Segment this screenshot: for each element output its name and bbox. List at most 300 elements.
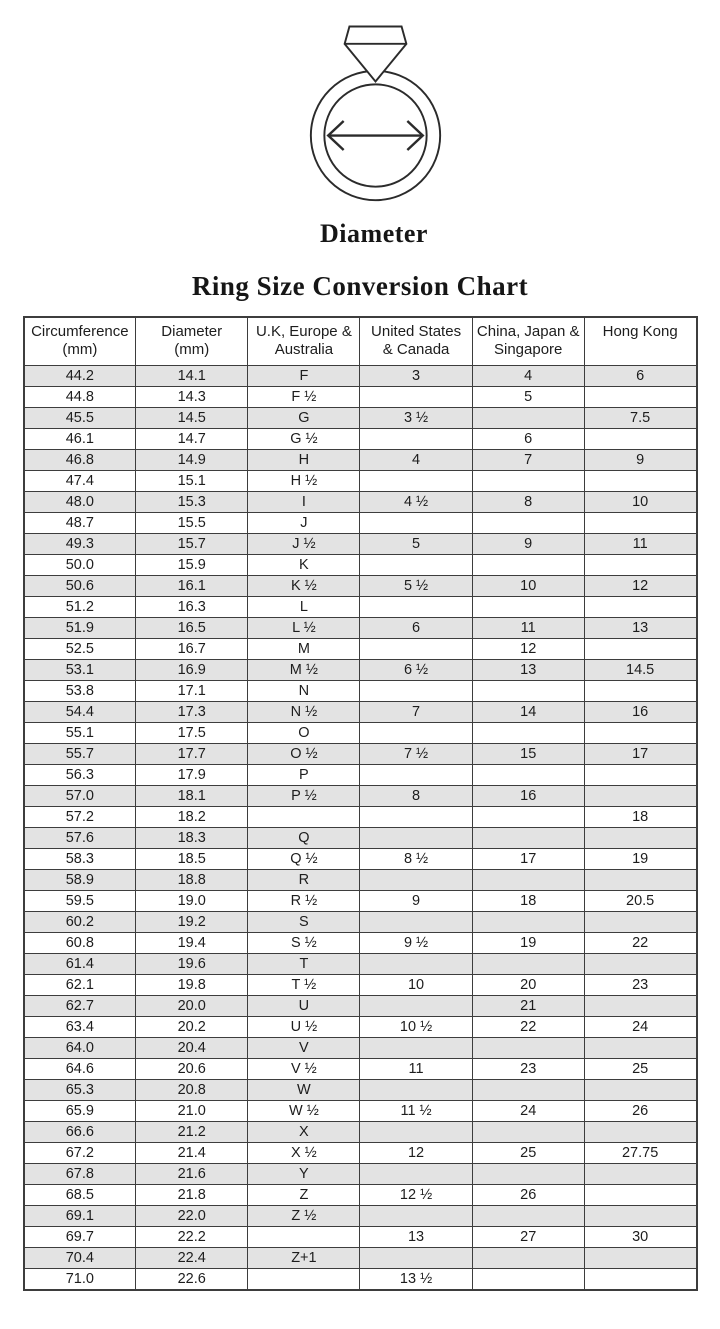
cell-us-canada <box>360 996 472 1017</box>
cell-us-canada <box>360 1206 472 1227</box>
cell-circumference: 57.0 <box>24 786 136 807</box>
cell-us-canada <box>360 597 472 618</box>
cell-us-canada: 4 <box>360 450 472 471</box>
cell-diameter: 22.4 <box>136 1248 248 1269</box>
cell-china-japan-singapore: 17 <box>472 849 584 870</box>
cell-hong-kong <box>584 1080 696 1101</box>
table-row <box>24 1206 697 1227</box>
cell-us-canada <box>360 513 472 534</box>
cell-circumference: 49.3 <box>24 534 136 555</box>
header-hong-kong: Hong Kong <box>584 317 696 366</box>
cell-china-japan-singapore <box>472 1038 584 1059</box>
cell-us-canada: 13 ½ <box>360 1269 472 1291</box>
cell-diameter: 19.6 <box>136 954 248 975</box>
cell-uk-europe-australia: T <box>248 954 360 975</box>
cell-diameter: 15.5 <box>136 513 248 534</box>
cell-circumference: 63.4 <box>24 1017 136 1038</box>
table-row <box>24 1248 697 1269</box>
cell-us-canada: 3 ½ <box>360 408 472 429</box>
cell-circumference: 44.8 <box>24 387 136 408</box>
cell-diameter: 14.5 <box>136 408 248 429</box>
cell-uk-europe-australia: Q <box>248 828 360 849</box>
cell-hong-kong: 17 <box>584 744 696 765</box>
cell-us-canada <box>360 1248 472 1269</box>
cell-hong-kong: 16 <box>584 702 696 723</box>
cell-hong-kong <box>584 723 696 744</box>
cell-hong-kong <box>584 912 696 933</box>
cell-uk-europe-australia: Y <box>248 1164 360 1185</box>
cell-diameter: 15.7 <box>136 534 248 555</box>
table-row <box>24 1122 697 1143</box>
cell-circumference: 62.7 <box>24 996 136 1017</box>
cell-us-canada <box>360 1080 472 1101</box>
cell-circumference: 44.2 <box>24 366 136 387</box>
cell-china-japan-singapore <box>472 954 584 975</box>
cell-circumference: 53.1 <box>24 660 136 681</box>
cell-china-japan-singapore: 16 <box>472 786 584 807</box>
cell-us-canada: 5 <box>360 534 472 555</box>
cell-us-canada: 10 ½ <box>360 1017 472 1038</box>
cell-diameter: 22.0 <box>136 1206 248 1227</box>
table-row <box>24 723 697 744</box>
cell-china-japan-singapore: 25 <box>472 1143 584 1164</box>
cell-hong-kong <box>584 954 696 975</box>
cell-diameter: 18.2 <box>136 807 248 828</box>
cell-uk-europe-australia: Z+1 <box>248 1248 360 1269</box>
cell-china-japan-singapore <box>472 870 584 891</box>
cell-china-japan-singapore: 7 <box>472 450 584 471</box>
cell-china-japan-singapore <box>472 1206 584 1227</box>
cell-hong-kong <box>584 471 696 492</box>
cell-circumference: 48.0 <box>24 492 136 513</box>
cell-diameter: 16.9 <box>136 660 248 681</box>
table-body <box>24 366 697 1291</box>
cell-uk-europe-australia: G <box>248 408 360 429</box>
cell-uk-europe-australia: M <box>248 639 360 660</box>
cell-hong-kong <box>584 639 696 660</box>
cell-china-japan-singapore: 9 <box>472 534 584 555</box>
cell-diameter: 16.5 <box>136 618 248 639</box>
cell-hong-kong <box>584 1122 696 1143</box>
ring-size-table <box>23 316 698 1291</box>
cell-hong-kong <box>584 555 696 576</box>
cell-circumference: 59.5 <box>24 891 136 912</box>
cell-us-canada: 10 <box>360 975 472 996</box>
header-diameter: Diameter (mm) <box>136 317 248 366</box>
cell-us-canada: 12 <box>360 1143 472 1164</box>
table-row <box>24 1185 697 1206</box>
cell-circumference: 66.6 <box>24 1122 136 1143</box>
cell-circumference: 58.3 <box>24 849 136 870</box>
cell-hong-kong <box>584 387 696 408</box>
cell-circumference: 56.3 <box>24 765 136 786</box>
table-row <box>24 576 697 597</box>
cell-diameter: 17.3 <box>136 702 248 723</box>
cell-us-canada <box>360 555 472 576</box>
table-row <box>24 681 697 702</box>
cell-diameter: 17.5 <box>136 723 248 744</box>
cell-diameter: 20.0 <box>136 996 248 1017</box>
cell-circumference: 58.9 <box>24 870 136 891</box>
cell-uk-europe-australia: Q ½ <box>248 849 360 870</box>
cell-uk-europe-australia: H ½ <box>248 471 360 492</box>
cell-uk-europe-australia: G ½ <box>248 429 360 450</box>
cell-hong-kong <box>584 429 696 450</box>
cell-circumference: 61.4 <box>24 954 136 975</box>
cell-china-japan-singapore: 22 <box>472 1017 584 1038</box>
cell-us-canada: 9 ½ <box>360 933 472 954</box>
cell-circumference: 57.2 <box>24 807 136 828</box>
cell-us-canada <box>360 870 472 891</box>
table-row <box>24 933 697 954</box>
table-row <box>24 597 697 618</box>
cell-diameter: 17.1 <box>136 681 248 702</box>
cell-china-japan-singapore: 18 <box>472 891 584 912</box>
cell-circumference: 64.0 <box>24 1038 136 1059</box>
cell-circumference: 67.2 <box>24 1143 136 1164</box>
cell-hong-kong <box>584 765 696 786</box>
cell-diameter: 15.9 <box>136 555 248 576</box>
cell-diameter: 17.7 <box>136 744 248 765</box>
cell-circumference: 68.5 <box>24 1185 136 1206</box>
cell-us-canada <box>360 912 472 933</box>
cell-us-canada: 8 ½ <box>360 849 472 870</box>
cell-circumference: 64.6 <box>24 1059 136 1080</box>
cell-circumference: 55.7 <box>24 744 136 765</box>
cell-diameter: 14.1 <box>136 366 248 387</box>
cell-hong-kong: 11 <box>584 534 696 555</box>
cell-diameter: 21.2 <box>136 1122 248 1143</box>
table-row <box>24 1164 697 1185</box>
header-row <box>24 317 697 366</box>
cell-us-canada <box>360 1164 472 1185</box>
cell-uk-europe-australia: O <box>248 723 360 744</box>
cell-circumference: 60.8 <box>24 933 136 954</box>
cell-uk-europe-australia <box>248 807 360 828</box>
cell-diameter: 14.9 <box>136 450 248 471</box>
cell-diameter: 21.8 <box>136 1185 248 1206</box>
cell-diameter: 19.4 <box>136 933 248 954</box>
table-row <box>24 1227 697 1248</box>
diamond-shape <box>345 26 407 81</box>
header-uk-europe-australia: U.K, Europe & Australia <box>248 317 360 366</box>
cell-hong-kong: 23 <box>584 975 696 996</box>
table-row <box>24 1038 697 1059</box>
cell-us-canada: 3 <box>360 366 472 387</box>
cell-china-japan-singapore: 12 <box>472 639 584 660</box>
cell-hong-kong <box>584 1038 696 1059</box>
cell-china-japan-singapore <box>472 1269 584 1291</box>
cell-diameter: 19.8 <box>136 975 248 996</box>
cell-diameter: 17.9 <box>136 765 248 786</box>
cell-china-japan-singapore <box>472 408 584 429</box>
cell-us-canada: 11 <box>360 1059 472 1080</box>
cell-diameter: 16.3 <box>136 597 248 618</box>
cell-circumference: 65.3 <box>24 1080 136 1101</box>
cell-china-japan-singapore: 14 <box>472 702 584 723</box>
cell-us-canada: 7 ½ <box>360 744 472 765</box>
cell-china-japan-singapore: 6 <box>472 429 584 450</box>
table-row <box>24 618 697 639</box>
cell-hong-kong: 10 <box>584 492 696 513</box>
cell-circumference: 69.7 <box>24 1227 136 1248</box>
cell-diameter: 20.8 <box>136 1080 248 1101</box>
table-row <box>24 429 697 450</box>
cell-hong-kong: 26 <box>584 1101 696 1122</box>
cell-uk-europe-australia: P ½ <box>248 786 360 807</box>
cell-uk-europe-australia: Z ½ <box>248 1206 360 1227</box>
cell-circumference: 46.1 <box>24 429 136 450</box>
cell-hong-kong <box>584 1206 696 1227</box>
cell-diameter: 20.6 <box>136 1059 248 1080</box>
cell-hong-kong <box>584 996 696 1017</box>
cell-hong-kong: 27.75 <box>584 1143 696 1164</box>
cell-us-canada: 4 ½ <box>360 492 472 513</box>
cell-china-japan-singapore: 4 <box>472 366 584 387</box>
cell-diameter: 19.2 <box>136 912 248 933</box>
table-header <box>24 317 697 366</box>
cell-uk-europe-australia: P <box>248 765 360 786</box>
cell-uk-europe-australia: L ½ <box>248 618 360 639</box>
cell-hong-kong: 22 <box>584 933 696 954</box>
cell-us-canada <box>360 723 472 744</box>
cell-china-japan-singapore <box>472 1248 584 1269</box>
cell-uk-europe-australia: X ½ <box>248 1143 360 1164</box>
cell-us-canada: 7 <box>360 702 472 723</box>
table-row <box>24 471 697 492</box>
cell-uk-europe-australia: N <box>248 681 360 702</box>
table-row <box>24 387 697 408</box>
cell-uk-europe-australia: J <box>248 513 360 534</box>
cell-diameter: 14.3 <box>136 387 248 408</box>
cell-china-japan-singapore <box>472 471 584 492</box>
cell-china-japan-singapore <box>472 723 584 744</box>
cell-hong-kong: 13 <box>584 618 696 639</box>
cell-us-canada: 6 <box>360 618 472 639</box>
cell-circumference: 45.5 <box>24 408 136 429</box>
cell-circumference: 62.1 <box>24 975 136 996</box>
cell-diameter: 19.0 <box>136 891 248 912</box>
cell-us-canada <box>360 681 472 702</box>
cell-hong-kong: 18 <box>584 807 696 828</box>
cell-circumference: 50.0 <box>24 555 136 576</box>
cell-circumference: 51.2 <box>24 597 136 618</box>
cell-circumference: 54.4 <box>24 702 136 723</box>
cell-circumference: 51.9 <box>24 618 136 639</box>
cell-hong-kong <box>584 1164 696 1185</box>
cell-uk-europe-australia: S ½ <box>248 933 360 954</box>
cell-uk-europe-australia: X <box>248 1122 360 1143</box>
cell-diameter: 21.6 <box>136 1164 248 1185</box>
cell-china-japan-singapore: 27 <box>472 1227 584 1248</box>
cell-diameter: 14.7 <box>136 429 248 450</box>
cell-hong-kong <box>584 681 696 702</box>
cell-china-japan-singapore: 26 <box>472 1185 584 1206</box>
cell-circumference: 57.6 <box>24 828 136 849</box>
cell-uk-europe-australia: K ½ <box>248 576 360 597</box>
table-row <box>24 1101 697 1122</box>
table-row <box>24 744 697 765</box>
cell-uk-europe-australia: W ½ <box>248 1101 360 1122</box>
cell-us-canada <box>360 387 472 408</box>
cell-uk-europe-australia: T ½ <box>248 975 360 996</box>
cell-us-canada <box>360 471 472 492</box>
cell-diameter: 18.5 <box>136 849 248 870</box>
cell-china-japan-singapore <box>472 1164 584 1185</box>
cell-china-japan-singapore: 15 <box>472 744 584 765</box>
cell-hong-kong <box>584 513 696 534</box>
cell-china-japan-singapore: 10 <box>472 576 584 597</box>
ring-diameter-icon <box>303 12 448 205</box>
cell-diameter: 15.3 <box>136 492 248 513</box>
table-row <box>24 975 697 996</box>
cell-uk-europe-australia: R <box>248 870 360 891</box>
cell-china-japan-singapore <box>472 912 584 933</box>
cell-uk-europe-australia: U <box>248 996 360 1017</box>
cell-us-canada: 8 <box>360 786 472 807</box>
cell-china-japan-singapore <box>472 597 584 618</box>
cell-uk-europe-australia: V <box>248 1038 360 1059</box>
cell-uk-europe-australia: K <box>248 555 360 576</box>
cell-circumference: 65.9 <box>24 1101 136 1122</box>
page-title: Ring Size Conversion Chart <box>191 271 529 301</box>
cell-diameter: 18.8 <box>136 870 248 891</box>
table-row <box>24 639 697 660</box>
cell-china-japan-singapore: 23 <box>472 1059 584 1080</box>
cell-us-canada <box>360 1038 472 1059</box>
cell-china-japan-singapore <box>472 513 584 534</box>
cell-china-japan-singapore: 8 <box>472 492 584 513</box>
table-row <box>24 702 697 723</box>
cell-diameter: 18.1 <box>136 786 248 807</box>
cell-china-japan-singapore <box>472 765 584 786</box>
cell-diameter: 15.1 <box>136 471 248 492</box>
table-row <box>24 660 697 681</box>
table-row <box>24 513 697 534</box>
table-row <box>24 1143 697 1164</box>
cell-uk-europe-australia: M ½ <box>248 660 360 681</box>
table-row <box>24 912 697 933</box>
cell-china-japan-singapore <box>472 1080 584 1101</box>
cell-us-canada: 9 <box>360 891 472 912</box>
cell-us-canada: 5 ½ <box>360 576 472 597</box>
cell-circumference: 60.2 <box>24 912 136 933</box>
cell-hong-kong: 6 <box>584 366 696 387</box>
cell-hong-kong <box>584 1185 696 1206</box>
cell-uk-europe-australia: F ½ <box>248 387 360 408</box>
cell-us-canada <box>360 828 472 849</box>
cell-hong-kong <box>584 1269 696 1291</box>
cell-uk-europe-australia: N ½ <box>248 702 360 723</box>
cell-diameter: 20.2 <box>136 1017 248 1038</box>
table-row <box>24 996 697 1017</box>
cell-china-japan-singapore <box>472 807 584 828</box>
cell-uk-europe-australia: J ½ <box>248 534 360 555</box>
cell-circumference: 48.7 <box>24 513 136 534</box>
table-row <box>24 1269 697 1291</box>
table-row <box>24 1017 697 1038</box>
cell-diameter: 20.4 <box>136 1038 248 1059</box>
table-row <box>24 828 697 849</box>
cell-us-canada <box>360 807 472 828</box>
cell-uk-europe-australia: L <box>248 597 360 618</box>
cell-china-japan-singapore: 5 <box>472 387 584 408</box>
cell-china-japan-singapore: 11 <box>472 618 584 639</box>
cell-circumference: 67.8 <box>24 1164 136 1185</box>
diameter-caption: Diameter <box>320 219 428 248</box>
cell-china-japan-singapore: 19 <box>472 933 584 954</box>
cell-circumference: 71.0 <box>24 1269 136 1291</box>
cell-diameter: 16.1 <box>136 576 248 597</box>
cell-hong-kong: 25 <box>584 1059 696 1080</box>
cell-circumference: 70.4 <box>24 1248 136 1269</box>
cell-uk-europe-australia: S <box>248 912 360 933</box>
table-row <box>24 786 697 807</box>
cell-hong-kong: 12 <box>584 576 696 597</box>
cell-hong-kong: 9 <box>584 450 696 471</box>
cell-china-japan-singapore: 13 <box>472 660 584 681</box>
table-row <box>24 492 697 513</box>
cell-uk-europe-australia <box>248 1269 360 1291</box>
cell-circumference: 50.6 <box>24 576 136 597</box>
cell-uk-europe-australia: I <box>248 492 360 513</box>
table-row <box>24 954 697 975</box>
cell-uk-europe-australia: U ½ <box>248 1017 360 1038</box>
cell-uk-europe-australia: W <box>248 1080 360 1101</box>
table-row <box>24 1080 697 1101</box>
cell-diameter: 21.4 <box>136 1143 248 1164</box>
table-row <box>24 534 697 555</box>
cell-circumference: 69.1 <box>24 1206 136 1227</box>
table-row <box>24 891 697 912</box>
cell-us-canada: 6 ½ <box>360 660 472 681</box>
cell-china-japan-singapore <box>472 1122 584 1143</box>
cell-us-canada: 12 ½ <box>360 1185 472 1206</box>
cell-circumference: 53.8 <box>24 681 136 702</box>
cell-us-canada: 13 <box>360 1227 472 1248</box>
ring-illustration-block <box>0 0 720 249</box>
cell-us-canada <box>360 639 472 660</box>
cell-china-japan-singapore: 24 <box>472 1101 584 1122</box>
cell-hong-kong: 30 <box>584 1227 696 1248</box>
header-china-japan-singapore: China, Japan & Singapore <box>472 317 584 366</box>
cell-china-japan-singapore: 20 <box>472 975 584 996</box>
cell-circumference: 52.5 <box>24 639 136 660</box>
cell-hong-kong <box>584 786 696 807</box>
cell-uk-europe-australia <box>248 1227 360 1248</box>
cell-diameter: 16.7 <box>136 639 248 660</box>
table-row <box>24 408 697 429</box>
cell-us-canada <box>360 1122 472 1143</box>
cell-hong-kong: 20.5 <box>584 891 696 912</box>
cell-us-canada: 11 ½ <box>360 1101 472 1122</box>
cell-uk-europe-australia: R ½ <box>248 891 360 912</box>
cell-hong-kong: 14.5 <box>584 660 696 681</box>
cell-us-canada <box>360 765 472 786</box>
cell-diameter: 22.2 <box>136 1227 248 1248</box>
cell-china-japan-singapore <box>472 828 584 849</box>
table-row <box>24 870 697 891</box>
cell-hong-kong <box>584 870 696 891</box>
table-row <box>24 366 697 387</box>
cell-hong-kong: 24 <box>584 1017 696 1038</box>
cell-china-japan-singapore <box>472 555 584 576</box>
cell-china-japan-singapore: 21 <box>472 996 584 1017</box>
cell-china-japan-singapore <box>472 681 584 702</box>
table-row <box>24 1059 697 1080</box>
cell-diameter: 21.0 <box>136 1101 248 1122</box>
header-circumference: Circumference (mm) <box>24 317 136 366</box>
